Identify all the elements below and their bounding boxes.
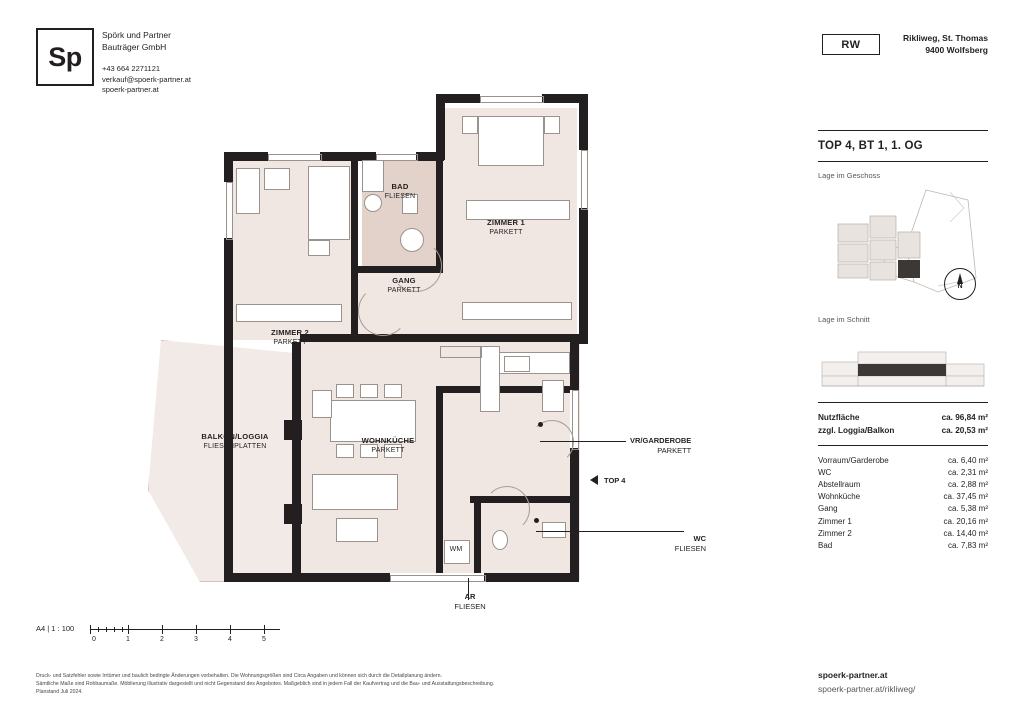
furniture-sofa bbox=[312, 474, 398, 510]
area-breakdown bbox=[818, 446, 988, 552]
area-row-value: ca. 37,45 m² bbox=[943, 492, 988, 502]
floor-plan bbox=[140, 90, 780, 610]
compass-icon bbox=[944, 268, 976, 300]
area-row bbox=[818, 478, 988, 490]
furniture-wc-sink bbox=[542, 522, 566, 538]
wall-balcony-edge bbox=[292, 342, 301, 582]
area-totals bbox=[818, 403, 988, 445]
room-label-bad: BAD FLIESEN bbox=[384, 182, 416, 200]
furniture-bed-zimmer1 bbox=[478, 116, 544, 166]
area-row bbox=[818, 454, 988, 466]
furniture-stove-icon bbox=[504, 356, 530, 372]
scale-tick bbox=[128, 625, 129, 634]
furniture-coffee-table bbox=[336, 518, 378, 542]
section-svg bbox=[818, 334, 988, 392]
area-row bbox=[818, 491, 988, 503]
disclaimer-line-2: Sämtliche Maße sind Rohbaumaße. Möblierung illustrativ dargestellt und nicht Gegenstand des Angebotes. Maßgeblich sind in jedem Fall der Kaufvertrag und die Bau- und Ausstattungsbeschreibung. bbox=[36, 681, 495, 687]
furniture-sink-bad bbox=[364, 194, 382, 212]
room-label-zimmer1: ZIMMER 1 PARKETT bbox=[487, 218, 525, 236]
company-phone: +43 664 2271121 bbox=[102, 64, 161, 73]
area-total-label: Nutzfläche bbox=[818, 413, 860, 422]
company-name-line2: Bauträger GmbH bbox=[102, 41, 167, 52]
area-row-value: ca. 2,31 m² bbox=[947, 467, 988, 477]
furniture-armchair bbox=[312, 390, 332, 418]
area-row bbox=[818, 527, 988, 539]
furniture-wardrobe-zimmer1 bbox=[466, 200, 570, 220]
wall-outer-top-step bbox=[436, 94, 445, 160]
company-logo bbox=[36, 28, 94, 86]
window-line-zimmer2-top bbox=[268, 154, 322, 161]
area-total-value: ca. 96,84 m² bbox=[941, 413, 988, 422]
area-row-label: Zimmer 1 bbox=[818, 516, 852, 526]
room-label-wohnkueche: WOHNKÜCHE PARKETT bbox=[361, 436, 415, 454]
wall-vorraum-left bbox=[436, 386, 443, 582]
company-email: verkauf@spoerk-partner.at bbox=[102, 74, 191, 84]
area-row-label: Gang bbox=[818, 504, 838, 514]
area-row-label: Wohnküche bbox=[818, 492, 861, 502]
section-graphic bbox=[818, 334, 988, 392]
area-balcony-value: ca. 20,53 m² bbox=[941, 426, 988, 435]
washing-machine-label: WM bbox=[449, 546, 463, 553]
scale-tick bbox=[230, 625, 231, 634]
door-arc-vorraum-wc bbox=[484, 486, 530, 532]
room-label-balkon: BALKON/LOGGIA FLIESENPLATTEN bbox=[201, 432, 269, 450]
area-row-value: ca. 14,40 m² bbox=[943, 528, 988, 538]
wall-balcony-notch2 bbox=[284, 504, 302, 524]
furniture-kitchen-block bbox=[480, 346, 500, 412]
furniture-chair-1 bbox=[336, 384, 354, 398]
area-row-label: Zimmer 2 bbox=[818, 528, 852, 538]
wall-zimmer2-right bbox=[351, 152, 358, 340]
scale-tick-label: 5 bbox=[262, 636, 266, 643]
scale-tick-minor bbox=[106, 627, 107, 632]
marker-wc bbox=[474, 518, 479, 523]
project-address bbox=[903, 32, 988, 56]
leader-line-vr bbox=[540, 441, 626, 442]
area-row bbox=[818, 515, 988, 527]
leader-line-wc bbox=[536, 531, 684, 532]
wall-balcony-notch bbox=[284, 420, 302, 440]
furniture-chair-3 bbox=[384, 384, 402, 398]
furniture-nightstand-zimmer1-r bbox=[544, 116, 560, 134]
scale-tick bbox=[90, 625, 91, 634]
room-label-zimmer2: ZIMMER 2 PARKETT bbox=[271, 328, 309, 346]
scale-tick-label: 1 bbox=[126, 636, 130, 643]
area-row-value: ca. 7,83 m² bbox=[947, 540, 988, 550]
scale-tick bbox=[196, 625, 197, 634]
scale-label: A4 | 1 : 100 bbox=[36, 624, 75, 633]
disclaimer bbox=[36, 672, 596, 696]
furniture-bed-zimmer2 bbox=[308, 166, 350, 240]
area-row-label: Abstellraum bbox=[818, 479, 861, 489]
area-row-label: Vorraum/Garderobe bbox=[818, 455, 889, 465]
furniture-chair-2 bbox=[360, 384, 378, 398]
scale-tick bbox=[264, 625, 265, 634]
window-line-zimmer2-left bbox=[226, 182, 233, 240]
project-address-line2: 9400 Wolfsberg bbox=[925, 45, 988, 55]
scale-line bbox=[90, 629, 280, 630]
scale-tick-label: 4 bbox=[228, 636, 232, 643]
area-row-value: ca. 5,38 m² bbox=[947, 504, 988, 514]
project-badge-label: RW bbox=[841, 38, 861, 51]
window-line-zimmer1-top bbox=[480, 96, 544, 103]
footer-website[interactable]: spoerk-partner.at bbox=[818, 670, 888, 680]
footer-links bbox=[818, 668, 915, 696]
scale-tick-minor bbox=[114, 627, 115, 632]
callout-ar: AR FLIESEN bbox=[454, 592, 486, 611]
area-row-value: ca. 6,40 m² bbox=[947, 455, 988, 465]
scale-tick-minor bbox=[122, 627, 123, 632]
logo-mark: Sp bbox=[48, 41, 82, 72]
furniture-sideboard-zimmer1 bbox=[462, 302, 572, 320]
furniture-wardrobe-zimmer2 bbox=[236, 168, 260, 214]
project-badge bbox=[822, 34, 880, 55]
wall-outer-right bbox=[579, 94, 588, 344]
area-row bbox=[818, 539, 988, 551]
area-row-value: ca. 20,16 m² bbox=[943, 516, 988, 526]
window-line-zimmer1-right bbox=[581, 150, 588, 210]
furniture-fridge bbox=[542, 380, 564, 412]
marker-vorraum bbox=[538, 422, 543, 427]
info-column bbox=[818, 130, 988, 552]
furniture-counter-line bbox=[440, 346, 482, 358]
company-name bbox=[102, 30, 171, 53]
company-website: spoerk-partner.at bbox=[102, 85, 159, 94]
area-row-label: Bad bbox=[818, 540, 833, 550]
scale-bar bbox=[36, 620, 286, 646]
scale-tick-label: 2 bbox=[160, 636, 164, 643]
site-plan-label: Lage im Geschoss bbox=[818, 171, 881, 180]
footer-project-url[interactable]: spoerk-partner.at/rikliweg/ bbox=[818, 684, 916, 694]
compass-label: N bbox=[957, 283, 963, 290]
area-total-row bbox=[818, 411, 988, 424]
unit-tag-label: TOP 4 bbox=[604, 476, 626, 485]
furniture-wc-toilet bbox=[492, 530, 508, 550]
unit-pointer-icon bbox=[590, 475, 598, 485]
door-arc-entry bbox=[530, 420, 574, 464]
area-row-value: ca. 2,88 m² bbox=[947, 479, 988, 489]
furniture-chair-4 bbox=[336, 444, 354, 458]
project-address-line1: Rikliweg, St. Thomas bbox=[902, 33, 988, 43]
callout-vorraum: VR/GARDEROBE PARKETT bbox=[630, 436, 692, 455]
scale-tick-label: 3 bbox=[194, 636, 198, 643]
furniture-desk-zimmer2 bbox=[264, 168, 290, 190]
scale-tick-label: 0 bbox=[92, 636, 96, 643]
marker-ar bbox=[534, 518, 539, 523]
furniture-nightstand-zimmer1-l bbox=[462, 116, 478, 134]
area-row bbox=[818, 466, 988, 478]
site-plan-graphic bbox=[818, 186, 988, 306]
window-line-wk-bottom bbox=[390, 575, 486, 582]
scale-tick-minor bbox=[98, 627, 99, 632]
area-row bbox=[818, 503, 988, 515]
callout-wc: WC FLIESEN bbox=[674, 534, 706, 553]
furniture-nightstand-zimmer2 bbox=[308, 240, 330, 256]
wall-outer-right-lower bbox=[570, 340, 579, 582]
area-row-label: WC bbox=[818, 467, 832, 477]
disclaimer-line-1: Druck- und Satzfehler sowie Irrtümer und baulich bedingte Änderungen vorbehalten. Die Wohnungsgrößen sind Circa Angaben und können sich durch die Detailplanung ändern. bbox=[36, 673, 442, 679]
furniture-shelf-zimmer2 bbox=[236, 304, 342, 322]
wall-ar-right bbox=[474, 496, 481, 582]
room-label-gang: GANG PARKETT bbox=[387, 276, 421, 294]
company-name-line1: Spörk und Partner bbox=[102, 30, 171, 40]
section-label: Lage im Schnitt bbox=[818, 315, 870, 324]
unit-title: TOP 4, BT 1, 1. OG bbox=[818, 140, 923, 152]
disclaimer-line-3: Planstand Juli 2024. bbox=[36, 689, 83, 695]
area-balcony-row bbox=[818, 424, 988, 437]
furniture-bathtub-bad bbox=[362, 160, 384, 192]
area-balcony-label: zzgl. Loggia/Balkon bbox=[818, 426, 895, 435]
scale-tick bbox=[162, 625, 163, 634]
wall-zimmer1-bottom bbox=[460, 334, 580, 342]
